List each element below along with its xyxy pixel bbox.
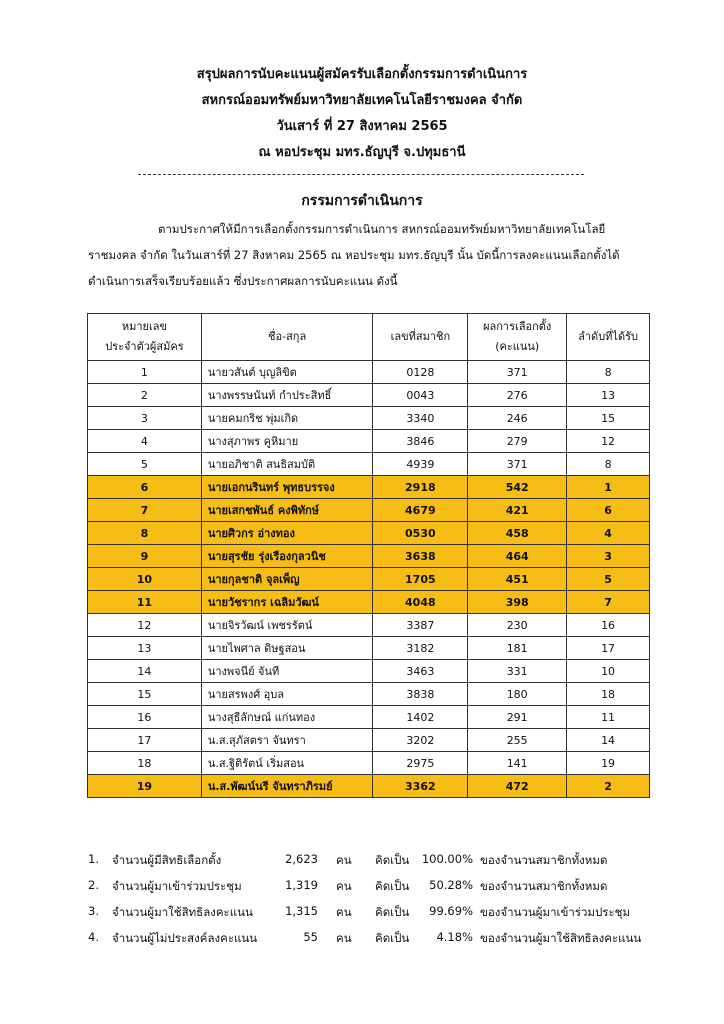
name-cell: นายคมกริช พุ่มเกิด [201, 407, 373, 430]
stat-row [88, 930, 663, 956]
header-venue: ณ หอประชุม มทร.ธัญบุรี จ.ปทุมธานี [258, 145, 466, 160]
votes-cell: 371 [468, 361, 567, 384]
member-id-cell: 2918 [373, 476, 468, 499]
name-cell: นายกุลชาติ จุลเพ็ญ [201, 568, 373, 591]
table-body [88, 361, 650, 798]
table-row [88, 568, 650, 591]
member-id-cell: 3387 [373, 614, 468, 637]
votes-cell: 464 [468, 545, 567, 568]
member-id-cell: 4048 [373, 591, 468, 614]
member-id-cell: 3463 [373, 660, 468, 683]
header-votes: ผลการเลือกตั้ง (คะแนน) [468, 314, 567, 361]
name-cell: นายวสันต์ บุญลิขิต [201, 361, 373, 384]
table-row [88, 361, 650, 384]
intro-paragraph [88, 216, 648, 294]
member-id-cell: 3182 [373, 637, 468, 660]
votes-cell: 331 [468, 660, 567, 683]
rank-cell: 6 [567, 499, 650, 522]
votes-cell: 279 [468, 430, 567, 453]
table-row [88, 522, 650, 545]
header-name: ชื่อ-สกุล [201, 314, 373, 361]
member-id-cell: 0043 [373, 384, 468, 407]
name-cell: นายจิรวัฒน์ เพชรรัตน์ [201, 614, 373, 637]
member-id-cell: 3838 [373, 683, 468, 706]
stat-unit-2: คิดเป็น [375, 879, 410, 893]
stat-label: จำนวนผู้ไม่ประสงค์ลงคะแนน [112, 931, 258, 945]
name-cell: นายสุรชัย รุ่งเรืองกุลวนิช [201, 545, 373, 568]
votes-cell: 255 [468, 729, 567, 752]
member-id-cell: 4939 [373, 453, 468, 476]
stat-label: จำนวนผู้มาเข้าร่วมประชุม [112, 879, 242, 893]
rank-cell: 4 [567, 522, 650, 545]
stat-row [88, 878, 663, 904]
header-cooperative: สหกรณ์ออมทรัพย์มหาวิทยาลัยเทคโนโลยีราชมงคล จำกัด [201, 93, 523, 108]
table-row [88, 430, 650, 453]
member-id-cell: 2975 [373, 752, 468, 775]
member-id-cell: 0128 [373, 361, 468, 384]
name-cell: นางสุภาพร คูหิมาย [201, 430, 373, 453]
rank-cell: 15 [567, 407, 650, 430]
votes-cell: 180 [468, 683, 567, 706]
table-row [88, 775, 650, 798]
stat-basis: ของจำนวนผู้มาใช้สิทธิลงคะแนน [480, 931, 642, 945]
candidate-no-cell: 11 [88, 591, 202, 614]
rank-cell: 8 [567, 453, 650, 476]
member-id-cell: 0530 [373, 522, 468, 545]
table-row [88, 476, 650, 499]
name-cell: นางพจนีย์ จันที [201, 660, 373, 683]
votes-cell: 291 [468, 706, 567, 729]
rank-cell: 11 [567, 706, 650, 729]
name-cell: นายเสกชพันธ์ คงพิทักษ์ [201, 499, 373, 522]
votes-cell: 246 [468, 407, 567, 430]
rank-cell: 19 [567, 752, 650, 775]
name-cell: น.ส.สุภัสตรา จันทรา [201, 729, 373, 752]
votes-cell: 451 [468, 568, 567, 591]
candidate-no-cell: 3 [88, 407, 202, 430]
candidate-no-cell: 17 [88, 729, 202, 752]
rank-cell: 16 [567, 614, 650, 637]
candidate-no-cell: 2 [88, 384, 202, 407]
divider [138, 174, 584, 175]
stat-count: 55 [303, 930, 318, 944]
votes-cell: 181 [468, 637, 567, 660]
name-cell: น.ส.ฐิติรัตน์ เริ่มสอน [201, 752, 373, 775]
stat-number: 2. [88, 878, 99, 892]
table-row [88, 660, 650, 683]
name-cell: นางสุธีลักษณ์ แก่นทอง [201, 706, 373, 729]
candidate-no-cell: 18 [88, 752, 202, 775]
stat-unit: คน [336, 905, 352, 919]
stat-count: 1,315 [285, 904, 318, 918]
candidate-no-cell: 5 [88, 453, 202, 476]
candidate-no-cell: 7 [88, 499, 202, 522]
stat-unit-2: คิดเป็น [375, 931, 410, 945]
votes-cell: 458 [468, 522, 567, 545]
member-id-cell: 3340 [373, 407, 468, 430]
stat-unit: คน [336, 853, 352, 867]
stat-number: 3. [88, 904, 99, 918]
intro-line-2: ราชมงคล จำกัด ในวันเสาร์ที่ 27 สิงหาคม 2565 ณ หอประชุม มทร.ธัญบุรี นั้น บัดนี้การลงคะแนนเลือกตั้งได้ [88, 248, 620, 262]
rank-cell: 17 [567, 637, 650, 660]
candidate-no-cell: 1 [88, 361, 202, 384]
intro-line-1: ตามประกาศให้มีการเลือกตั้งกรรมการดำเนินการ สหกรณ์ออมทรัพย์มหาวิทยาลัยเทคโนโลยี [158, 222, 606, 236]
rank-cell: 2 [567, 775, 650, 798]
name-cell: น.ส.พัฒน์นรี จันทราภิรมย์ [201, 775, 373, 798]
table-row [88, 591, 650, 614]
candidate-no-cell: 4 [88, 430, 202, 453]
stat-count: 1,319 [285, 878, 318, 892]
stat-label: จำนวนผู้มีสิทธิเลือกตั้ง [112, 853, 222, 867]
intro-line-3: ดำเนินการเสร็จเรียบร้อยแล้ว ซึ่งประกาศผลการนับคะแนน ดังนี้ [88, 274, 398, 288]
section-title: กรรมการดำเนินการ [301, 193, 423, 209]
stat-basis: ของจำนวนสมาชิกทั้งหมด [480, 853, 608, 867]
rank-cell: 13 [567, 384, 650, 407]
table-row [88, 407, 650, 430]
candidate-no-cell: 16 [88, 706, 202, 729]
rank-cell: 3 [567, 545, 650, 568]
table-row [88, 729, 650, 752]
table-row [88, 545, 650, 568]
table-row [88, 637, 650, 660]
votes-cell: 141 [468, 752, 567, 775]
stat-unit: คน [336, 879, 352, 893]
stat-row [88, 904, 663, 930]
header-rank: ลำดับที่ได้รับ [567, 314, 650, 361]
document-header [0, 62, 724, 166]
name-cell: นายเอกนรินทร์ พุทธบรรจง [201, 476, 373, 499]
rank-cell: 18 [567, 683, 650, 706]
candidate-no-cell: 6 [88, 476, 202, 499]
table-row [88, 499, 650, 522]
header-member-id: เลขที่สมาชิก [373, 314, 468, 361]
stat-percent: 50.28% [429, 878, 473, 892]
member-id-cell: 3846 [373, 430, 468, 453]
stat-basis: ของจำนวนสมาชิกทั้งหมด [480, 879, 608, 893]
votes-cell: 542 [468, 476, 567, 499]
candidate-no-cell: 12 [88, 614, 202, 637]
stat-number: 1. [88, 852, 99, 866]
header-candidate-no: หมายเลข ประจำตัวผู้สมัคร [88, 314, 202, 361]
rank-cell: 12 [567, 430, 650, 453]
rank-cell: 5 [567, 568, 650, 591]
rank-cell: 14 [567, 729, 650, 752]
candidate-no-cell: 15 [88, 683, 202, 706]
candidate-no-cell: 13 [88, 637, 202, 660]
stat-count: 2,623 [285, 852, 318, 866]
table-row [88, 614, 650, 637]
name-cell: นายไพศาล ดิษฐสอน [201, 637, 373, 660]
rank-cell: 10 [567, 660, 650, 683]
stat-percent: 4.18% [436, 930, 473, 944]
member-id-cell: 3202 [373, 729, 468, 752]
member-id-cell: 3362 [373, 775, 468, 798]
table-row [88, 706, 650, 729]
member-id-cell: 1402 [373, 706, 468, 729]
header-title: สรุปผลการนับคะแนนผู้สมัครรับเลือกตั้งกรรมการดำเนินการ [196, 67, 528, 82]
name-cell: นายวัชรากร เฉลิมวัฒน์ [201, 591, 373, 614]
stat-row [88, 852, 663, 878]
votes-cell: 230 [468, 614, 567, 637]
name-cell: นายสรพงศ์ อุบล [201, 683, 373, 706]
table-header-row [88, 314, 650, 361]
member-id-cell: 4679 [373, 499, 468, 522]
summary-stats [88, 852, 663, 956]
rank-cell: 8 [567, 361, 650, 384]
stat-percent: 100.00% [421, 852, 473, 866]
rank-cell: 7 [567, 591, 650, 614]
stat-number: 4. [88, 930, 99, 944]
rank-cell: 1 [567, 476, 650, 499]
results-table [87, 313, 650, 798]
name-cell: นางพรรษนันท์ กำประสิทธิ์ [201, 384, 373, 407]
stat-unit-2: คิดเป็น [375, 905, 410, 919]
votes-cell: 398 [468, 591, 567, 614]
candidate-no-cell: 9 [88, 545, 202, 568]
votes-cell: 276 [468, 384, 567, 407]
table-row [88, 384, 650, 407]
candidate-no-cell: 10 [88, 568, 202, 591]
candidate-no-cell: 8 [88, 522, 202, 545]
stat-percent: 99.69% [429, 904, 473, 918]
name-cell: นายอภิชาติ สนธิสมบัติ [201, 453, 373, 476]
header-date: วันเสาร์ ที่ 27 สิงหาคม 2565 [276, 119, 448, 134]
table-row [88, 453, 650, 476]
table-row [88, 752, 650, 775]
stat-label: จำนวนผู้มาใช้สิทธิลงคะแนน [112, 905, 253, 919]
stat-unit-2: คิดเป็น [375, 853, 410, 867]
votes-cell: 421 [468, 499, 567, 522]
candidate-no-cell: 14 [88, 660, 202, 683]
member-id-cell: 3638 [373, 545, 468, 568]
stat-unit: คน [336, 931, 352, 945]
name-cell: นายศิวกร อ่างทอง [201, 522, 373, 545]
votes-cell: 371 [468, 453, 567, 476]
table-row [88, 683, 650, 706]
votes-cell: 472 [468, 775, 567, 798]
stat-basis: ของจำนวนผู้มาเข้าร่วมประชุม [480, 905, 631, 919]
member-id-cell: 1705 [373, 568, 468, 591]
candidate-no-cell: 19 [88, 775, 202, 798]
